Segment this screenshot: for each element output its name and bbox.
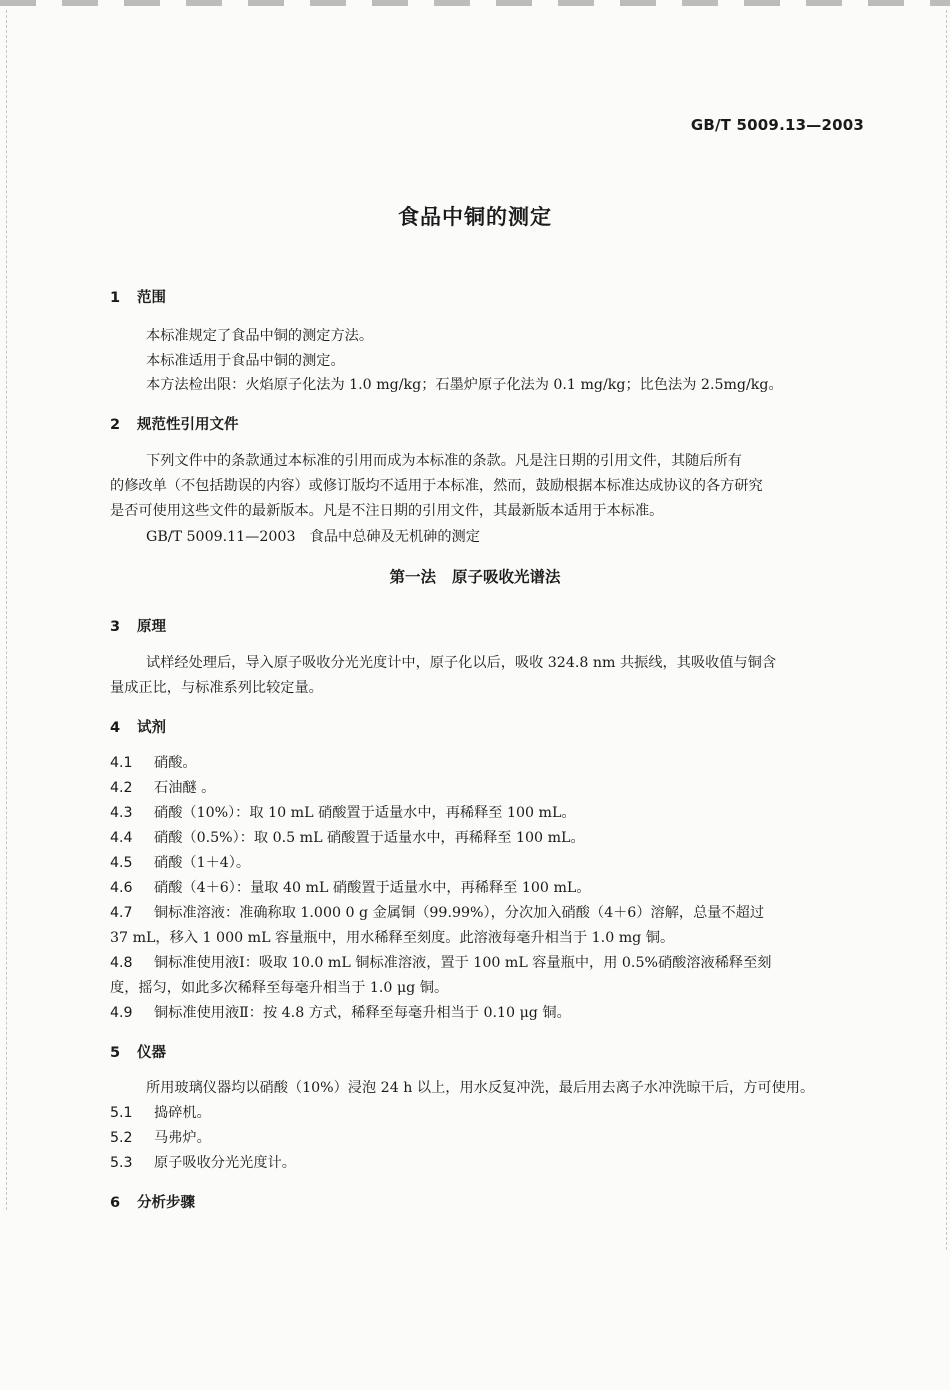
- item-number: 4.4: [110, 830, 133, 846]
- scan-right-edge: [946, 10, 947, 1250]
- paragraph: 本标准规定了食品中铜的测定方法。: [146, 328, 374, 344]
- list-item: [110, 902, 764, 922]
- list-item: [110, 802, 576, 822]
- paragraph: 的修改单（不包括勘误的内容）或修订版均不适用于本标准，然而，鼓励根据本标准达成协议的各方研究: [110, 478, 763, 494]
- section-1-heading: [110, 286, 166, 307]
- paragraph: 本方法检出限：火焰原子化法为 1.0 mg/kg；石墨炉原子化法为 0.1 mg/kg；比色法为 2.5mg/kg。: [146, 377, 783, 393]
- scan-top-edge: [0, 0, 950, 6]
- method-heading: [0, 565, 950, 587]
- item-text: 硝酸（10%）：取 10 mL 硝酸置于适量水中，再稀释至 100 mL。: [154, 805, 576, 821]
- paragraph: 下列文件中的条款通过本标准的引用而成为本标准的条款。凡是注日期的引用文件，其随后所有: [146, 453, 742, 469]
- section-5-heading: [110, 1041, 166, 1062]
- section-number: 4: [110, 720, 121, 736]
- item-number: 4.1: [110, 755, 133, 771]
- item-number: 4.5: [110, 855, 133, 871]
- section-2-heading: [110, 413, 239, 434]
- list-item: [110, 777, 215, 797]
- item-number: 5.1: [110, 1105, 133, 1121]
- list-item: [110, 1127, 211, 1147]
- item-text: 铜标准溶液：准确称取 1.000 0 g 金属铜（99.99%），分次加入硝酸（4＋6）溶解，总量不超过: [154, 905, 765, 921]
- item-number: 5.3: [110, 1155, 133, 1171]
- item-text: 硝酸（1＋4）。: [154, 855, 251, 871]
- section-title: 仪器: [137, 1045, 166, 1061]
- item-text: 铜标准使用液Ⅰ：吸取 10.0 mL 铜标准溶液，置于 100 mL 容量瓶中，用 0.5%硝酸溶液稀释至刻: [154, 955, 772, 971]
- referenced-document: GB/T 5009.11—2003 食品中总砷及无机砷的测定: [146, 529, 480, 545]
- document-title: 食品中铜的测定: [398, 205, 552, 229]
- section-title: 原理: [137, 619, 166, 635]
- section-3-heading: [110, 615, 166, 636]
- item-text: 石油醚 。: [154, 780, 216, 796]
- paragraph: 试样经处理后，导入原子吸收分光光度计中，原子化以后，吸收 324.8 nm 共振线，其吸收值与铜含: [146, 655, 777, 671]
- section-title: 分析步骤: [137, 1195, 195, 1211]
- item-continuation: 度，摇匀，如此多次稀释至每毫升相当于 1.0 μg 铜。: [110, 980, 449, 996]
- list-item: [110, 1102, 211, 1122]
- list-item: [110, 1152, 296, 1172]
- section-number: 5: [110, 1045, 121, 1061]
- paragraph: 是否可使用这些文件的最新版本。凡是不注日期的引用文件，其最新版本适用于本标准。: [110, 503, 664, 519]
- standard-number: GB/T 5009.13—2003: [690, 116, 864, 134]
- item-text: 硝酸（0.5%）：取 0.5 mL 硝酸置于适量水中，再稀释至 100 mL。: [154, 830, 585, 846]
- item-continuation: 37 mL，移入 1 000 mL 容量瓶中，用水稀释至刻度。此溶液每毫升相当于 1.0 mg 铜。: [110, 930, 675, 946]
- item-number: 4.9: [110, 1005, 133, 1021]
- method-title: 原子吸收光谱法: [452, 568, 561, 586]
- section-number: 2: [110, 417, 121, 433]
- paragraph: 本标准适用于食品中铜的测定。: [146, 353, 345, 369]
- section-number: 1: [110, 290, 121, 306]
- item-number: 4.3: [110, 805, 133, 821]
- section-title: 规范性引用文件: [137, 417, 239, 433]
- section-4-heading: [110, 716, 166, 737]
- list-item: [110, 852, 250, 872]
- list-item: [110, 1002, 571, 1022]
- paragraph: 量成正比，与标准系列比较定量。: [110, 680, 323, 696]
- list-item: [110, 827, 585, 847]
- list-item: [110, 752, 197, 772]
- list-item: [110, 952, 771, 972]
- item-number: 4.7: [110, 905, 133, 921]
- scan-left-edge: [6, 10, 7, 1210]
- item-text: 马弗炉。: [154, 1130, 211, 1146]
- item-text: 铜标准使用液Ⅱ：按 4.8 方式，稀释至每毫升相当于 0.10 μg 铜。: [154, 1005, 571, 1021]
- item-text: 硝酸（4＋6）：量取 40 mL 硝酸置于适量水中，再稀释至 100 mL。: [154, 880, 591, 896]
- section-title: 试剂: [137, 720, 166, 736]
- list-item: [110, 877, 591, 897]
- section-number: 3: [110, 619, 121, 635]
- section-6-heading: [110, 1191, 195, 1212]
- method-number: 第一法: [389, 568, 436, 586]
- item-text: 硝酸。: [154, 755, 197, 771]
- section-number: 6: [110, 1195, 121, 1211]
- item-number: 4.6: [110, 880, 133, 896]
- item-text: 捣碎机。: [154, 1105, 211, 1121]
- item-number: 4.2: [110, 780, 133, 796]
- paragraph: 所用玻璃仪器均以硝酸（10%）浸泡 24 h 以上，用水反复冲洗，最后用去离子水冲洗晾干后，方可使用。: [146, 1080, 815, 1096]
- item-text: 原子吸收分光光度计。: [154, 1155, 296, 1171]
- item-number: 4.8: [110, 955, 133, 971]
- item-number: 5.2: [110, 1130, 133, 1146]
- section-title: 范围: [137, 290, 166, 306]
